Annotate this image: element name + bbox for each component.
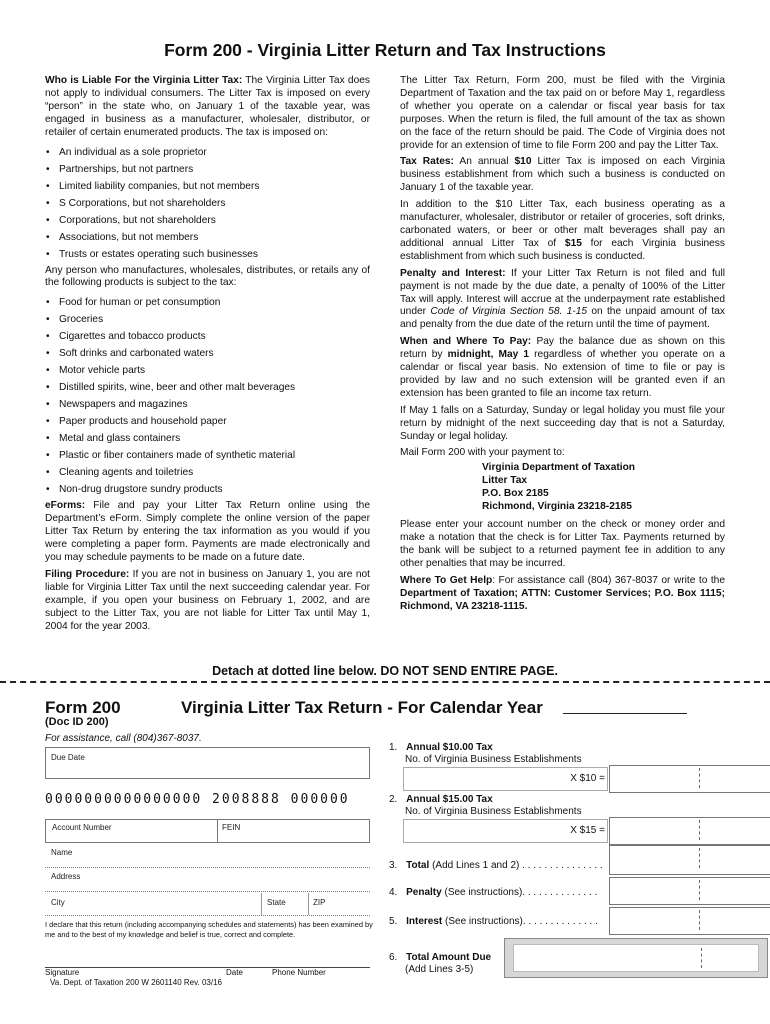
- eforms-heading: eForms:: [45, 500, 86, 512]
- zip-field[interactable]: [309, 893, 370, 915]
- cents-divider: [701, 948, 702, 968]
- line-1-establishments-field[interactable]: [403, 767, 608, 791]
- line-title: Total: [406, 860, 430, 871]
- due-date-field[interactable]: [45, 747, 370, 779]
- name-field[interactable]: [45, 845, 370, 868]
- address-line: Richmond, Virginia 23218-2185: [482, 501, 632, 513]
- list-item: • Limited liability companies, but not members: [45, 178, 370, 195]
- account-number-label: Account Number: [52, 823, 112, 832]
- city-field[interactable]: [45, 893, 262, 915]
- liable-persons-list: [45, 144, 370, 263]
- form-number: Form 200: [45, 698, 121, 717]
- phone-number-label: Phone Number: [272, 968, 326, 977]
- cents-divider: [699, 848, 700, 868]
- city-label: City: [51, 898, 65, 907]
- calendar-year-field[interactable]: [563, 712, 687, 714]
- state-field[interactable]: [262, 893, 309, 915]
- form-footer: Va. Dept. of Taxation 200 W 2601140 Rev. 03/16: [50, 978, 222, 987]
- tax-rates-paragraph: [400, 156, 725, 195]
- list-item: • Newspapers and magazines: [45, 396, 370, 413]
- additional-tax-text: for each Virginia business establishment from which such business is conducted.: [400, 237, 725, 262]
- penalty-text: If your Litter Tax Return is not filed and full payment is not made by the due date, a penalty of 100% of the Litter Tax will apply. Interest will accrue at the underpayment rate established under: [400, 267, 725, 318]
- line-number: 1.: [389, 742, 398, 753]
- line-description: (See instructions). . . . . . . . . . . . . .: [445, 916, 598, 927]
- line-6-amount-field[interactable]: [504, 938, 768, 978]
- line-6-sub: (Add Lines 3-5): [405, 964, 474, 975]
- line-number: 6.: [389, 952, 398, 963]
- line-description: (Add Lines 1 and 2) . . . . . . . . . . . . . . .: [432, 860, 603, 871]
- line-4-amount-field[interactable]: [609, 877, 770, 905]
- filing-heading: Filing Procedure:: [45, 568, 130, 580]
- penalty-paragraph: [400, 268, 725, 333]
- when-where-heading: When and Where To Pay:: [400, 336, 532, 348]
- products-intro: Any person who manufactures, wholesales, distributes, or retails any of the following products is subject to the tax:: [45, 264, 370, 289]
- eforms-paragraph: [45, 500, 370, 565]
- name-label: Name: [51, 848, 73, 857]
- list-item: • An individual as a sole proprietor: [45, 144, 370, 161]
- fein-label: FEIN: [222, 823, 241, 832]
- line-title: Penalty: [406, 887, 442, 898]
- line-3-amount-field[interactable]: [609, 845, 770, 875]
- line-5-amount-field[interactable]: [609, 907, 770, 935]
- account-fein-row: [45, 819, 370, 843]
- line-1-sub: No. of Virginia Business Establishments: [405, 754, 582, 765]
- line-title: Annual $10.00 Tax: [406, 742, 493, 753]
- list-item: • Food for human or pet consumption: [45, 294, 370, 311]
- line-title: Total Amount Due: [406, 952, 492, 963]
- line-3: [389, 860, 603, 871]
- detach-dotted-line: [0, 681, 770, 683]
- line-number: 5.: [389, 916, 398, 927]
- zip-label: ZIP: [313, 898, 326, 907]
- taxable-products-list: [45, 294, 370, 498]
- line-description: (See instructions). . . . . . . . . . . . . .: [444, 887, 598, 898]
- mail-intro: Mail Form 200 with your payment to:: [400, 447, 565, 459]
- address-line: Virginia Department of Taxation: [482, 462, 636, 474]
- eforms-text: File and pay your Litter Tax Return online using the Department’s eForm. Simply complete the online version of the paper Litter Tax Return by entering the tax information as you would if you were completing a paper form. Payments are made electronically and you may schedule payments to be made on a future date.: [45, 500, 370, 563]
- line-title: Annual $15.00 Tax: [406, 794, 493, 805]
- line-number: 3.: [389, 860, 398, 871]
- line-6-inner-box: [513, 944, 759, 972]
- account-note-paragraph: Please enter your account number on the check or money order and make a notation that the check is for Litter Tax. Payments returned by the bank will be subject to a returned payment fee in addition to any other penalties that may be incurred.: [400, 519, 725, 570]
- account-number-field[interactable]: [46, 820, 218, 842]
- form-heading: Virginia Litter Tax Return - For Calendar Year: [181, 698, 543, 717]
- list-item: • Cigarettes and tobacco products: [45, 328, 370, 345]
- list-item: • Corporations, but not shareholders: [45, 212, 370, 229]
- address-label: Address: [51, 872, 81, 881]
- line-2-amount-field[interactable]: [609, 817, 770, 845]
- list-item: • Associations, but not members: [45, 229, 370, 246]
- line-1-multiplier: X $10 =: [570, 773, 605, 784]
- list-item: • Non-drug drugstore sundry products: [45, 481, 370, 498]
- instructions-left-column: [45, 75, 370, 637]
- ocr-scan-line: 0000000000000000 2008888 000000: [45, 792, 350, 807]
- when-where-text: Pay the balance due as shown on this return by: [400, 336, 725, 361]
- line-1-amount-field[interactable]: [609, 765, 770, 793]
- help-address: Department of Taxation; ATTN: Customer Services; P.O. Box 1115; Richmond, VA 23218-1115.: [400, 587, 725, 612]
- when-where-paragraph: [400, 336, 725, 401]
- list-item: • Distilled spirits, wine, beer and other malt beverages: [45, 379, 370, 396]
- who-liable-paragraph: [45, 75, 370, 140]
- line-2: [389, 794, 493, 805]
- additional-tax-paragraph: [400, 199, 725, 264]
- tax-rate-amount: $10: [514, 156, 532, 168]
- line-2-establishments-field[interactable]: [403, 819, 608, 843]
- state-label: State: [267, 898, 286, 907]
- holiday-paragraph: If May 1 falls on a Saturday, Sunday or legal holiday you must file your return by midnight of the next succeeding day that is not a Saturday, Sunday or legal holiday.: [400, 404, 725, 442]
- list-item: • Trusts or estates operating such businesses: [45, 246, 370, 263]
- signature-label: Signature: [45, 968, 80, 977]
- help-heading: Where To Get Help: [400, 575, 493, 586]
- list-item: • Soft drinks and carbonated waters: [45, 345, 370, 362]
- assistance-note: For assistance, call (804)367-8037.: [45, 733, 202, 744]
- cents-divider: [699, 880, 700, 900]
- cents-divider: [699, 768, 700, 788]
- cents-divider: [699, 820, 700, 840]
- address-line: P.O. Box 2185: [482, 488, 549, 500]
- doc-id: (Doc ID 200): [45, 716, 109, 728]
- who-liable-text: The Virginia Litter Tax does not apply to individual consumers. The Litter Tax is imposed on every “person” in the state who, on January 1 of the taxable year, was engaged in business as a manufacturer, wholesaler, distributor, or retailer of certain enumerated products. The tax is imposed on:: [45, 75, 370, 138]
- line-5: [389, 916, 598, 927]
- detach-instruction: Detach at dotted line below. DO NOT SEND ENTIRE PAGE.: [212, 664, 558, 678]
- help-paragraph: [400, 575, 725, 614]
- penalty-text: on the unpaid amount of tax and penalty from the due date of the return until the time of payment.: [400, 306, 726, 331]
- line-4: [389, 887, 597, 898]
- list-item: • Partnerships, but not partners: [45, 161, 370, 178]
- line-2-sub: No. of Virginia Business Establishments: [405, 806, 582, 817]
- list-item: • Cleaning agents and toiletries: [45, 464, 370, 481]
- filing-procedure-paragraph: [45, 569, 370, 634]
- code-reference: Code of Virginia Section 58. 1-15: [430, 306, 588, 318]
- list-item: • Plastic or fiber containers made of synthetic material: [45, 447, 370, 464]
- who-liable-heading: Who is Liable For the Virginia Litter Tax:: [45, 75, 243, 86]
- line-2-multiplier: X $15 =: [570, 825, 605, 836]
- line-6: [389, 952, 491, 963]
- fein-field[interactable]: [218, 820, 369, 842]
- list-item: • Motor vehicle parts: [45, 362, 370, 379]
- penalty-heading: Penalty and Interest:: [400, 267, 506, 279]
- tax-rates-heading: Tax Rates:: [400, 156, 454, 168]
- additional-tax-amount: $15: [564, 237, 582, 249]
- additional-tax-text: In addition to the $10 Litter Tax, each business operating as a manufacturer, wholesaler, distributor or retailer of groceries, soft drinks, carbonated waters, or beer or other malt beverages shall pay an additional annual Litter Tax of: [400, 199, 725, 249]
- deadline-text: midnight, May 1: [447, 349, 530, 361]
- when-where-text: regardless of whether you operate on a calendar or fiscal year basis. No extension of time to file or pay is provided by law and no such extension will be granted even if an extension has been granted to file an income tax return.: [400, 349, 725, 399]
- due-date-label: Due Date: [51, 753, 85, 762]
- help-text: : For assistance call (804) 367-8037 or write to the: [492, 575, 725, 586]
- line-title: Interest: [406, 916, 443, 927]
- line-1: [389, 742, 493, 753]
- date-label: Date: [226, 968, 243, 977]
- tax-rates-text: Litter Tax is imposed on each Virginia business establishment from which such a business is conducted on January 1 of the taxable year.: [400, 156, 725, 194]
- list-item: • S Corporations, but not shareholders: [45, 195, 370, 212]
- instructions-right-column: [400, 75, 725, 618]
- list-item: • Paper products and household paper: [45, 413, 370, 430]
- tax-rates-text: An annual: [453, 156, 515, 168]
- city-state-zip-row: [45, 893, 370, 916]
- cents-divider: [699, 910, 700, 930]
- address-line: Litter Tax: [482, 475, 528, 487]
- line-number: 2.: [389, 794, 398, 805]
- list-item: • Metal and glass containers: [45, 430, 370, 447]
- mailing-address: [400, 461, 725, 513]
- address-field[interactable]: [45, 869, 370, 892]
- page-title: Form 200 - Virginia Litter Return and Tax Instructions: [164, 40, 606, 60]
- intro-paragraph: The Litter Tax Return, Form 200, must be filed with the Virginia Department of Taxation and the tax paid on or before May 1, regardless of whether you operate on a calendar or fiscal year basis for tax purposes. When the return is filed, the full amount of the tax as shown on the face of the return should be paid. The Code of Virginia does not provide for an extension of time to file Form 200 and pay the Litter Tax.: [400, 75, 725, 151]
- declaration-text: I declare that this return (including accompanying schedules and statements) has been examined by me and to the best of my knowledge and belief is true, correct and complete.: [45, 920, 373, 939]
- line-number: 4.: [389, 887, 398, 898]
- list-item: • Groceries: [45, 311, 370, 328]
- filing-text: If you are not in business on January 1, you are not liable for Virginia Litter Tax until the next succeeding calendar year. For example, if you open your business on February 1, 2002, and are subject to the Litter Tax, you are not liable for Litter Tax until May 1, 2004 for the year 2003.: [45, 568, 370, 632]
